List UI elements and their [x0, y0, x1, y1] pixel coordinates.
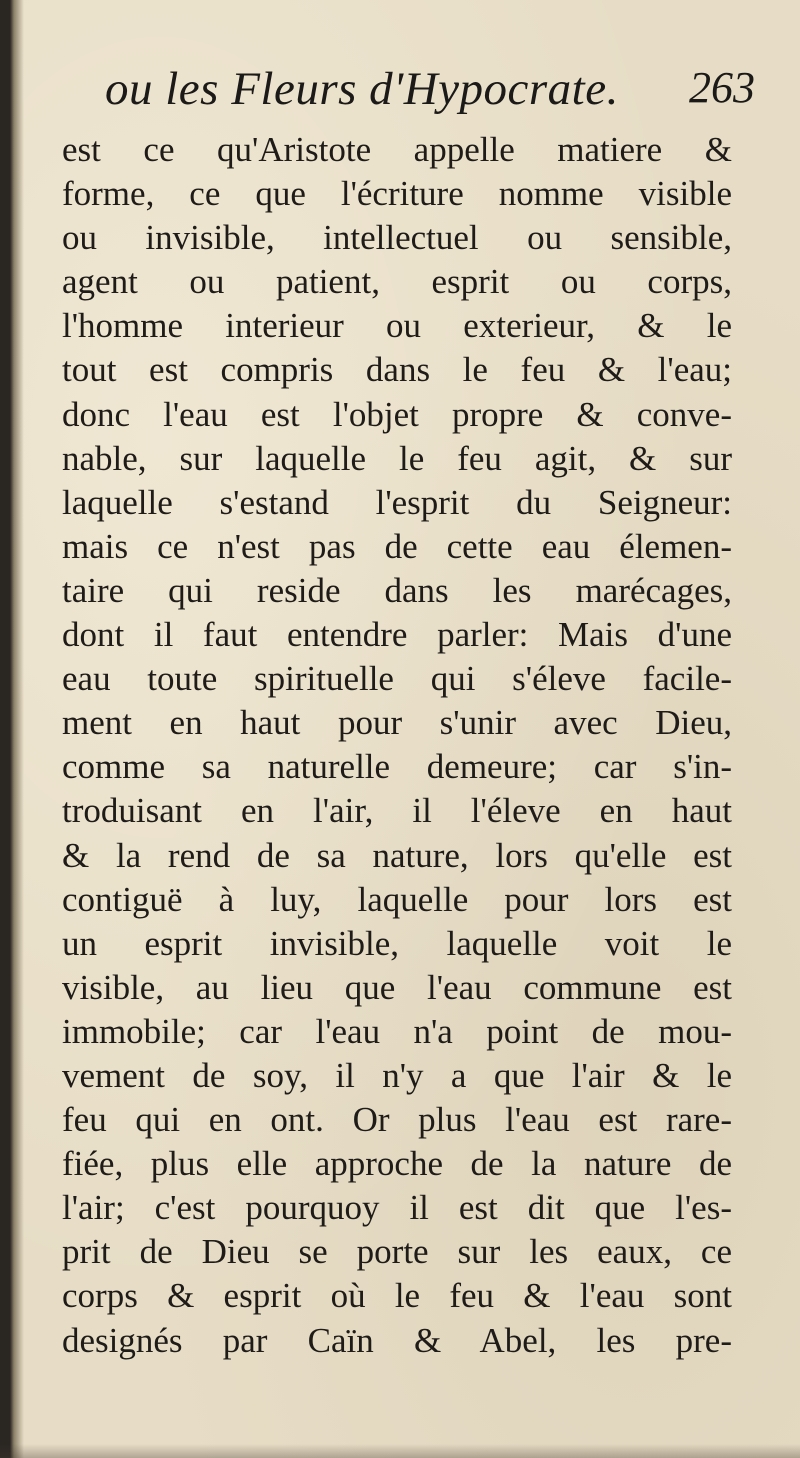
text-line: donc l'eau est l'objet propre & conve-: [62, 394, 732, 434]
text-line: l'homme interieur ou exterieur, & le: [62, 306, 732, 346]
page-header: [105, 62, 755, 122]
text-line: dont il faut entendre parler: Mais d'une: [62, 615, 732, 655]
text-line: taire qui reside dans les marécages,: [62, 570, 732, 610]
text-line: visible, au lieu que l'eau commune est: [62, 967, 732, 1007]
text-line: tout est compris dans le feu & l'eau;: [62, 350, 732, 390]
text-line: comme sa naturelle demeure; car s'in-: [62, 747, 732, 787]
text-line: immobile; car l'eau n'a point de mou-: [62, 1011, 732, 1051]
page-bottom-edge: [0, 1444, 800, 1458]
text-line: mais ce n'est pas de cette eau élemen-: [62, 526, 732, 566]
page-number: 263: [689, 63, 755, 112]
text-line: feu qui en ont. Or plus l'eau est rare-: [62, 1100, 732, 1140]
text-line: eau toute spirituelle qui s'éleve facile-: [62, 659, 732, 699]
text-line: fiée, plus elle approche de la nature de: [62, 1144, 732, 1184]
text-line: forme, ce que l'écriture nomme visible: [62, 174, 732, 214]
text-line: l'air; c'est pourquoy il est dit que l'es-: [62, 1188, 732, 1228]
text-line: laquelle s'estand l'esprit du Seigneur:: [62, 482, 732, 522]
body-text: [62, 128, 732, 1363]
book-spine-shadow: [0, 0, 24, 1458]
text-line: ment en haut pour s'unir avec Dieu,: [62, 703, 732, 743]
text-line: contiguë à luy, laquelle pour lors est: [62, 879, 732, 919]
text-line: agent ou patient, esprit ou corps,: [62, 262, 732, 302]
text-line: est ce qu'Aristote appelle matiere &: [62, 130, 732, 169]
text-line: ou invisible, intellectuel ou sensible,: [62, 218, 732, 258]
text-line: un esprit invisible, laquelle voit le: [62, 923, 732, 963]
text-line: nable, sur laquelle le feu agit, & sur: [62, 438, 732, 478]
text-line: prit de Dieu se porte sur les eaux, ce: [62, 1232, 732, 1272]
text-line: troduisant en l'air, il l'éleve en haut: [62, 791, 732, 831]
text-line: designés par Caïn & Abel, les pre-: [62, 1320, 732, 1360]
text-line: corps & esprit où le feu & l'eau sont: [62, 1276, 732, 1316]
text-line: vement de soy, il n'y a que l'air & le: [62, 1055, 732, 1095]
text-line: & la rend de sa nature, lors qu'elle est: [62, 835, 732, 875]
running-title: ou les Fleurs d'Hypocrate.: [105, 63, 619, 115]
